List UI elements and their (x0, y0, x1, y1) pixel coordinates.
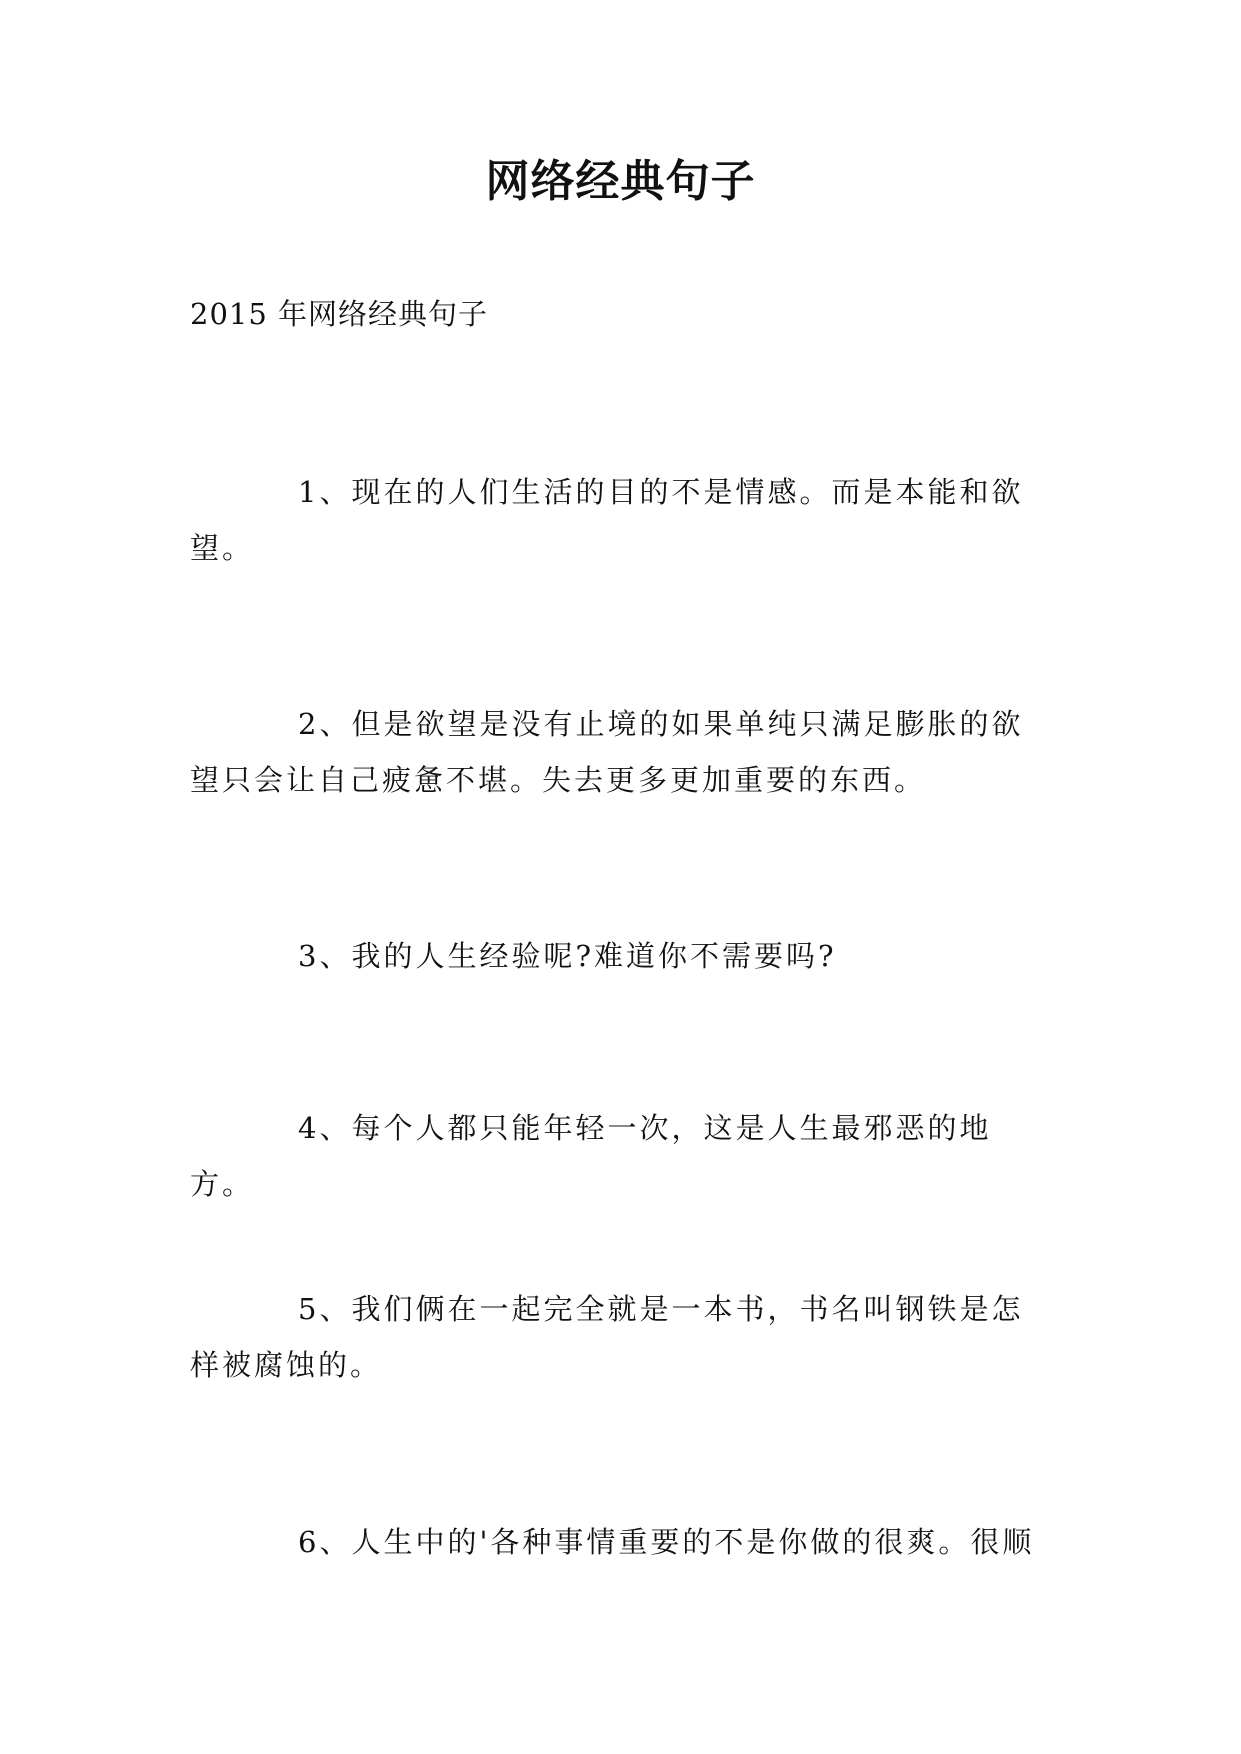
paragraph-4: 4、每个人都只能年轻一次，这是人生最邪恶的地方。 (190, 1111, 992, 1201)
paragraph-2: 2、但是欲望是没有止境的如果单纯只满足膨胀的欲望只会让自己疲惫不堪。失去更多更加重要的东西。 (190, 707, 1024, 797)
paragraph-6: 6、人生中的'各种事情重要的不是你做的很爽。很顺 (298, 1525, 1035, 1559)
paragraph-3: 3、我的人生经验呢?难道你不需要吗? (298, 939, 837, 973)
paragraph-5: 5、我们俩在一起完全就是一本书，书名叫钢铁是怎样被腐蚀的。 (190, 1292, 1024, 1382)
document-subtitle: 2015 年网络经典句子 (190, 297, 489, 331)
document-title: 网络经典句子 (485, 156, 756, 207)
paragraph-1: 1、现在的人们生活的目的不是情感。而是本能和欲望。 (190, 475, 1024, 565)
